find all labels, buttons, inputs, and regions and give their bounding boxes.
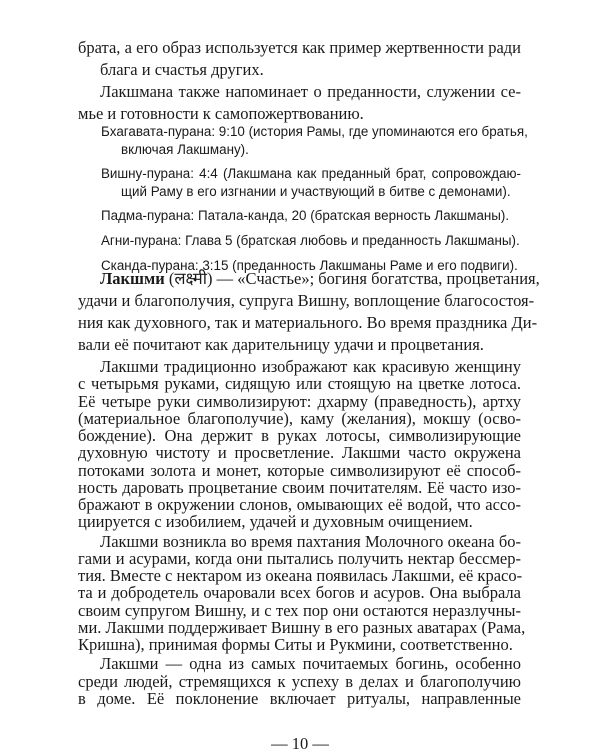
entry-devanagari: (लक्ष्मी) bbox=[169, 269, 213, 288]
text-line: духовную чистоту и просветление. Лакшми часто окружена bbox=[78, 442, 521, 464]
reference-line: Агни-пурана: Глава 5 (братская любовь и преданность Лакшманы). bbox=[101, 232, 521, 250]
text-line: гами и асурами, когда они пытались получить нектар бессмер- bbox=[78, 548, 521, 570]
text-line: в доме. Её поклонение включает ритуалы, направленные bbox=[78, 688, 521, 710]
text-line: удачи и благополучия, супруга Вишну, воплощение благосостоя- bbox=[78, 290, 521, 312]
text-line: блага и счастья других. bbox=[100, 59, 543, 81]
text-line: среди людей, стремящихся к успеху в делах и благополучию bbox=[78, 671, 521, 693]
text-line: ность даровать процветание своим почитателям. Её часто изо- bbox=[78, 477, 521, 499]
text-line: ния как духовного, так и материального. Во время праздника Ди- bbox=[78, 312, 521, 334]
text-line: Лакшмана также напоминает о преданности, служении се- bbox=[100, 81, 521, 103]
text-line: бождение). Она держит в руках лотосы, символизирующие bbox=[78, 425, 521, 447]
entry-definition-start: — «Счастье»; богиня богатства, процветания, bbox=[213, 269, 540, 288]
text-line: та и добродетель очаровали всех богов и асуров. Она выбрала bbox=[78, 582, 521, 604]
page-number: — 10 — bbox=[0, 733, 600, 754]
text-line: брата, а его образ используется как пример жертвенности ради bbox=[78, 37, 521, 59]
text-line: Лакшми возникла во время пахтания Молочного океана бо- bbox=[100, 531, 521, 553]
text-line: циируется с изобилием, удачей и духовным очищением. bbox=[78, 511, 521, 533]
reference-line: включая Лакшману). bbox=[121, 141, 521, 159]
text-line: своим супругом Вишну, и с тех пор они остаются неразлучны- bbox=[78, 600, 521, 622]
text-line: потоками золота и монет, которые символизируют её способ- bbox=[78, 460, 521, 482]
text-line: с четырьмя руками, сидящую или стоящую на цветке лотоса. bbox=[78, 373, 521, 395]
reference-line: Падма-пурана: Патала-канда, 20 (братская верность Лакшманы). bbox=[101, 207, 521, 225]
text-line: тия. Вместе с нектаром из океана появилась Лакшми, её красо- bbox=[78, 565, 521, 587]
text-line: Кришна), принимая формы Ситы и Рукмини, соответственно. bbox=[78, 634, 521, 656]
entry-headline bbox=[100, 268, 521, 290]
text-line: ми. Лакшми поддерживает Вишну в его разных аватарах (Рама, bbox=[78, 617, 521, 639]
reference-line: щий Раму в его изгнании и участвующий в битве с демонами). bbox=[121, 183, 521, 201]
text-line: Лакшми традиционно изображают как красивую женщину bbox=[100, 356, 521, 378]
entry-term: Лакшми bbox=[100, 269, 165, 288]
reference-line: Бхагавата-пурана: 9:10 (история Рамы, где упоминаются его братья, bbox=[101, 123, 521, 141]
text-line: бражают в окружении слонов, омывающих её водой, что ассо- bbox=[78, 494, 521, 516]
text-line: вали её почитают как дарительницу удачи и процветания. bbox=[78, 334, 521, 356]
text-line: (материальное благополучие), каму (желания), мокшу (осво- bbox=[78, 408, 521, 430]
reference-line: Вишну-пурана: 4:4 (Лакшмана как преданный брат, сопровождаю- bbox=[101, 165, 521, 183]
text-line: мье и готовности к самопожертвованию. bbox=[78, 103, 521, 125]
reference-line: Сканда-пурана: 3:15 (преданность Лакшманы Раме и его подвиги). bbox=[101, 257, 521, 275]
text-line: Лакшми — одна из самых почитаемых богинь, особенно bbox=[100, 653, 521, 675]
text-line: Её четыре руки символизируют: дхарму (праведность), артху bbox=[78, 391, 521, 413]
